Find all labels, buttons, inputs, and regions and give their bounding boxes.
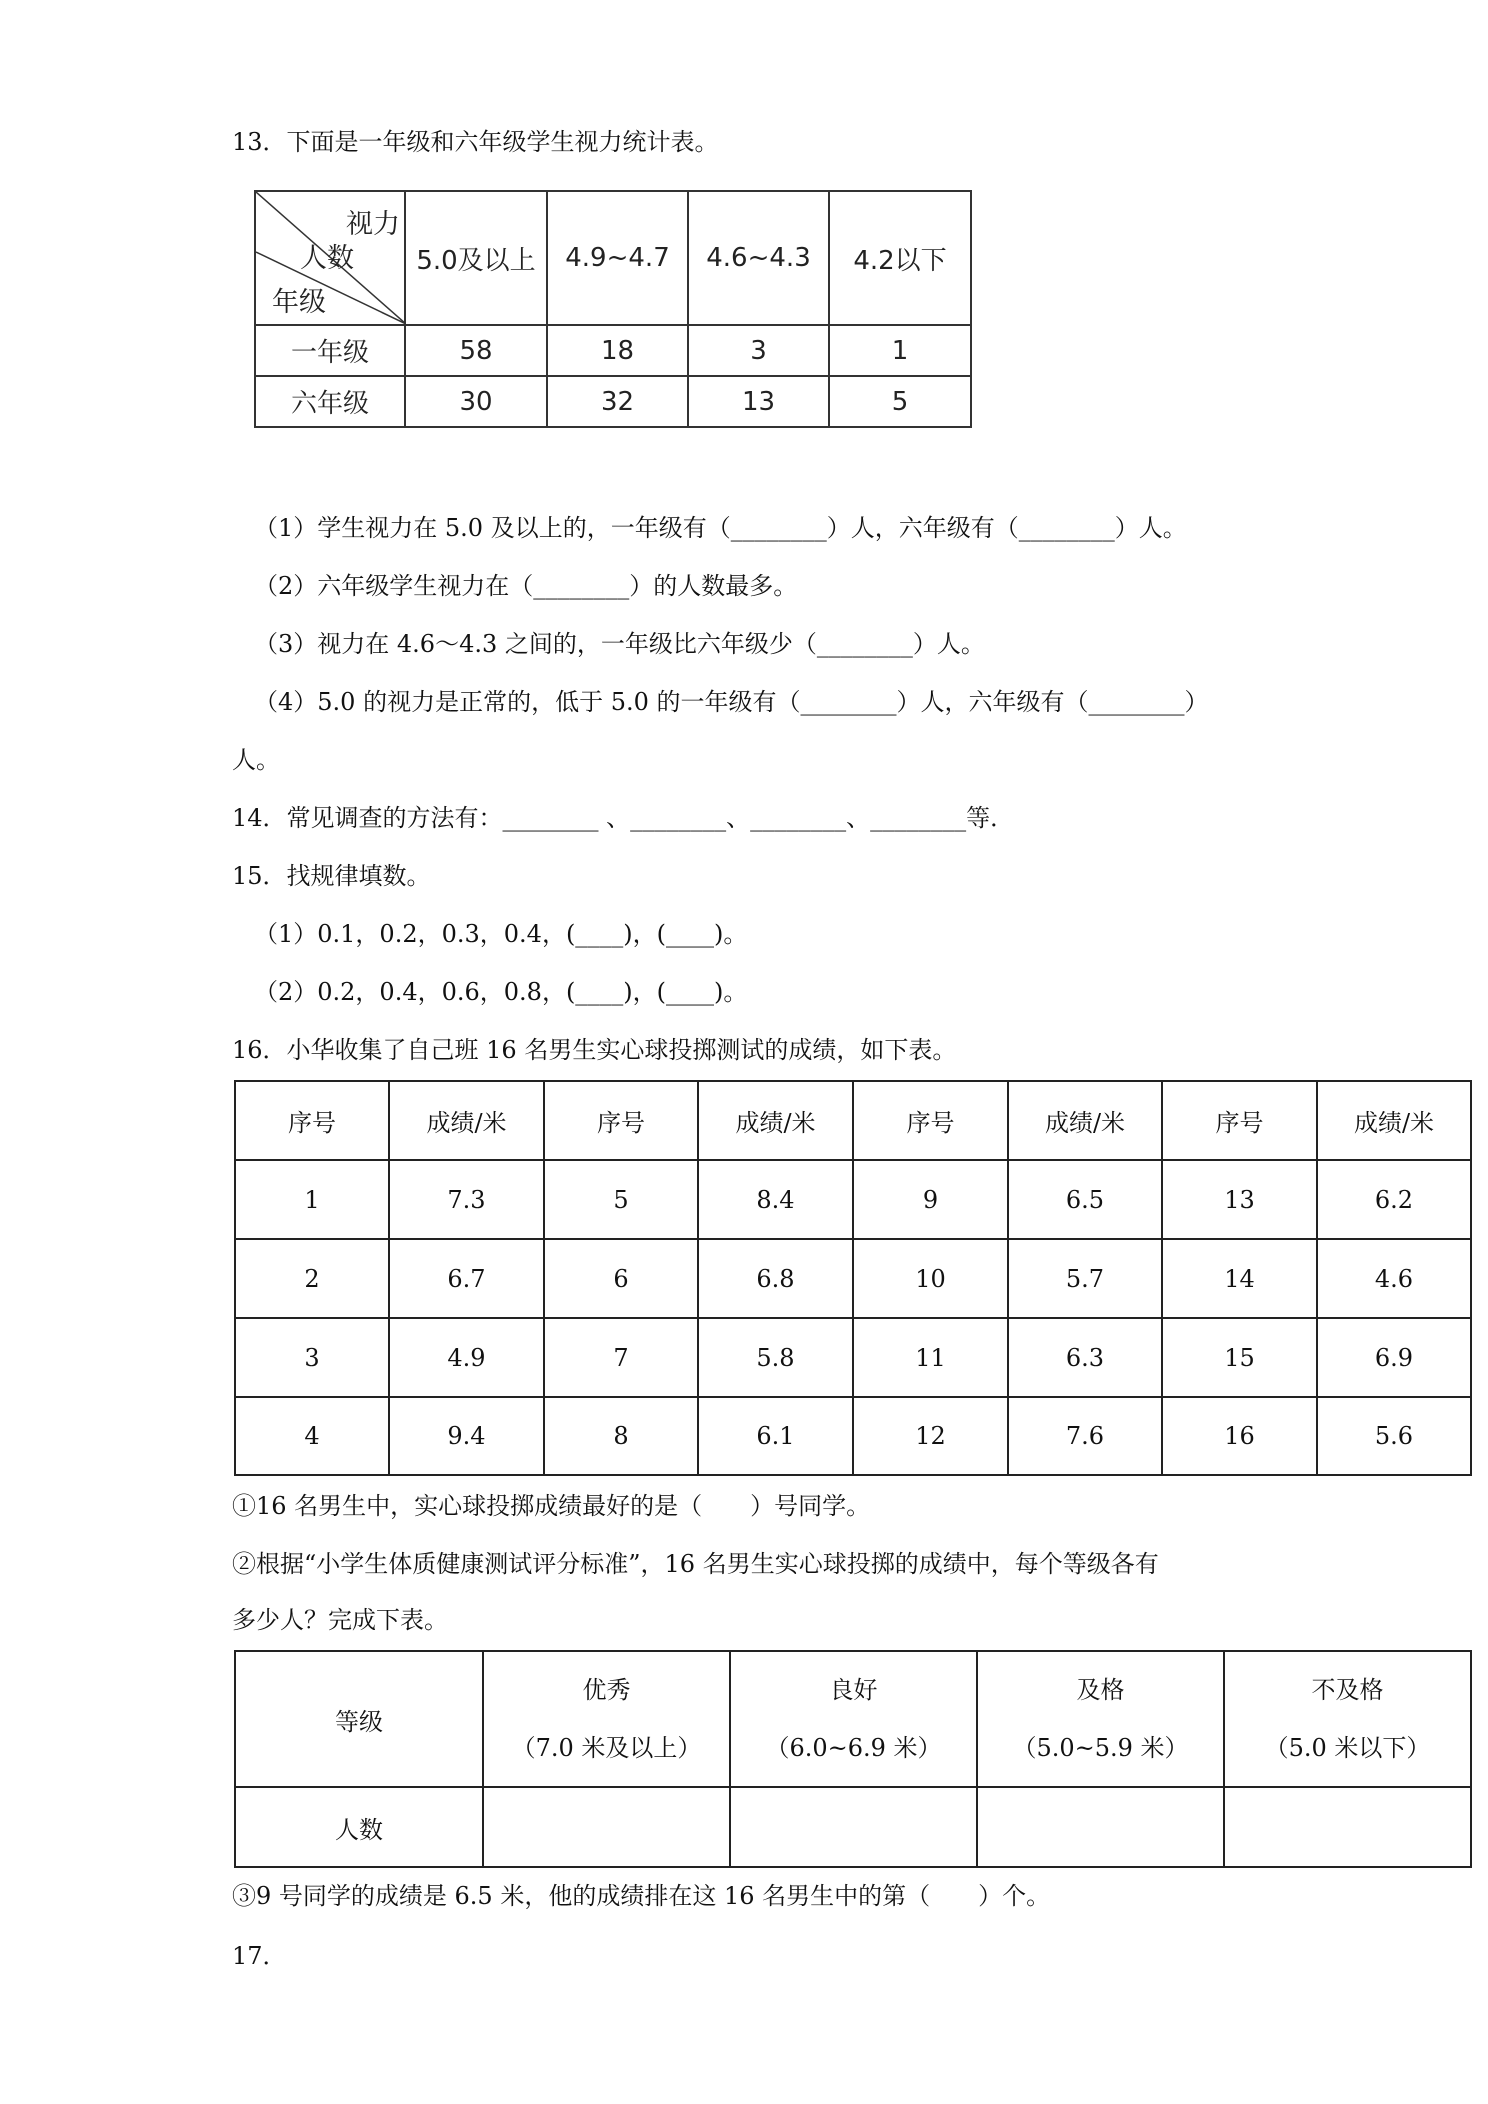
header-cell: 成绩/米 xyxy=(1317,1081,1471,1160)
grade-range: （5.0 米以下） xyxy=(1264,1734,1431,1762)
header-cell: 序号 xyxy=(853,1081,1008,1160)
table-cell: 13 xyxy=(1162,1160,1317,1239)
table-cell: 6.3 xyxy=(1008,1318,1162,1397)
table-cell: 4.6 xyxy=(1317,1239,1471,1318)
table-cell: 7.6 xyxy=(1008,1397,1162,1475)
table-cell: 1 xyxy=(829,325,971,376)
corner-label-count: 人数 xyxy=(300,243,354,274)
corner-label-vision: 视力 xyxy=(346,209,400,240)
table-cell: 11 xyxy=(853,1318,1008,1397)
question-16-sub2-line2: 多少人？完成下表。 xyxy=(232,1606,448,1634)
header-cell: 成绩/米 xyxy=(389,1081,544,1160)
shot-put-scores-table xyxy=(234,1080,1472,1476)
table-cell: 2 xyxy=(235,1239,389,1318)
question-13-title: 13．下面是一年级和六年级学生视力统计表。 xyxy=(232,128,719,156)
table-cell: 1 xyxy=(235,1160,389,1239)
grade-name: 不及格 xyxy=(1311,1676,1384,1704)
question-15-sub2: （2）0.2，0.4，0.6，0.8，(____)，(____)。 xyxy=(254,978,748,1006)
header-cell: 成绩/米 xyxy=(698,1081,853,1160)
table-cell: 5 xyxy=(829,376,971,427)
table-cell: 5.8 xyxy=(698,1318,853,1397)
corner-label-grade: 年级 xyxy=(272,287,326,318)
table-cell: 6.7 xyxy=(389,1239,544,1318)
table-cell: 30 xyxy=(405,376,547,427)
table-cell: 15 xyxy=(1162,1318,1317,1397)
table-cell: 5.7 xyxy=(1008,1239,1162,1318)
table-cell: 6.1 xyxy=(698,1397,853,1475)
table-cell: 10 xyxy=(853,1239,1008,1318)
grade-name: 优秀 xyxy=(582,1676,631,1704)
answer-cell[interactable] xyxy=(977,1787,1224,1867)
question-17: 17． xyxy=(232,1942,287,1970)
header-cell: 5.0及以上 xyxy=(405,191,547,325)
table-cell: 4 xyxy=(235,1397,389,1475)
table-cell: 9.4 xyxy=(389,1397,544,1475)
table-row xyxy=(235,1239,1471,1318)
question-13-sub4-line2: 人。 xyxy=(232,746,280,774)
question-13-sub3: （3）视力在 4.6～4.3 之间的，一年级比六年级少（________）人。 xyxy=(254,630,985,658)
table-cell: 6.9 xyxy=(1317,1318,1471,1397)
grade-range: （5.0~5.9 米） xyxy=(1012,1734,1189,1762)
header-cell: 序号 xyxy=(1162,1081,1317,1160)
header-cell: 4.2以下 xyxy=(829,191,971,325)
grade-name: 良好 xyxy=(829,1676,878,1704)
table-row xyxy=(255,376,971,427)
header-cell: 序号 xyxy=(544,1081,698,1160)
grade-excellent xyxy=(483,1651,730,1787)
table-cell: 58 xyxy=(405,325,547,376)
vision-statistics-table xyxy=(254,190,972,428)
question-13-sub1: （1）学生视力在 5.0 及以上的，一年级有（________）人，六年级有（________）人。 xyxy=(254,514,1187,542)
question-16-sub1: ①16 名男生中，实心球投掷成绩最好的是（ ）号同学。 xyxy=(232,1492,871,1520)
header-cell: 4.9~4.7 xyxy=(547,191,688,325)
grade-row-label: 等级 xyxy=(235,1651,483,1787)
table-cell: 5 xyxy=(544,1160,698,1239)
table-cell: 8.4 xyxy=(698,1160,853,1239)
grade-fail xyxy=(1224,1651,1471,1787)
table-cell: 32 xyxy=(547,376,688,427)
table-cell: 6 xyxy=(544,1239,698,1318)
table-cell: 18 xyxy=(547,325,688,376)
question-13-sub4-line1: （4）5.0 的视力是正常的，低于 5.0 的一年级有（________）人，六年级有（________） xyxy=(254,688,1209,716)
table-row xyxy=(235,1160,1471,1239)
table-cell: 5.6 xyxy=(1317,1397,1471,1475)
question-16-title: 16．小华收集了自己班 16 名男生实心球投掷测试的成绩，如下表。 xyxy=(232,1036,957,1064)
answer-cell[interactable] xyxy=(730,1787,977,1867)
grade-count-table xyxy=(234,1650,1472,1868)
row-label: 六年级 xyxy=(255,376,405,427)
count-row-label: 人数 xyxy=(235,1787,483,1867)
table-cell: 6.8 xyxy=(698,1239,853,1318)
table-cell: 6.2 xyxy=(1317,1160,1471,1239)
question-16-sub2-line1: ②根据“小学生体质健康测试评分标准”，16 名男生实心球投掷的成绩中，每个等级各有 xyxy=(232,1550,1159,1578)
table-cell: 12 xyxy=(853,1397,1008,1475)
grade-good xyxy=(730,1651,977,1787)
grade-range: （7.0 米及以上） xyxy=(511,1734,702,1762)
table-row xyxy=(235,1787,1471,1867)
header-cell: 序号 xyxy=(235,1081,389,1160)
table-row xyxy=(235,1318,1471,1397)
question-13-sub2: （2）六年级学生视力在（________）的人数最多。 xyxy=(254,572,798,600)
table-cell: 7.3 xyxy=(389,1160,544,1239)
table-row xyxy=(235,1397,1471,1475)
table-cell: 16 xyxy=(1162,1397,1317,1475)
table-header-row xyxy=(235,1651,1471,1787)
row-label: 一年级 xyxy=(255,325,405,376)
table-cell: 3 xyxy=(235,1318,389,1397)
table-corner-header xyxy=(255,191,405,325)
grade-pass xyxy=(977,1651,1224,1787)
grade-name: 及格 xyxy=(1076,1676,1125,1704)
question-14: 14．常见调查的方法有：________ 、________、________、________等． xyxy=(232,804,1015,832)
header-cell: 成绩/米 xyxy=(1008,1081,1162,1160)
table-cell: 7 xyxy=(544,1318,698,1397)
table-cell: 3 xyxy=(688,325,829,376)
answer-cell[interactable] xyxy=(483,1787,730,1867)
grade-range: （6.0~6.9 米） xyxy=(765,1734,942,1762)
table-cell: 8 xyxy=(544,1397,698,1475)
question-16-sub3: ③9 号同学的成绩是 6.5 米，他的成绩排在这 16 名男生中的第（ ）个。 xyxy=(232,1882,1051,1910)
table-cell: 9 xyxy=(853,1160,1008,1239)
header-cell: 4.6~4.3 xyxy=(688,191,829,325)
question-15-title: 15．找规律填数。 xyxy=(232,862,431,890)
question-15-sub1: （1）0.1，0.2，0.3，0.4，(____)，(____)。 xyxy=(254,920,748,948)
table-cell: 6.5 xyxy=(1008,1160,1162,1239)
table-cell: 4.9 xyxy=(389,1318,544,1397)
table-cell: 14 xyxy=(1162,1239,1317,1318)
table-cell: 13 xyxy=(688,376,829,427)
answer-cell[interactable] xyxy=(1224,1787,1471,1867)
table-header-row xyxy=(235,1081,1471,1160)
table-row xyxy=(255,325,971,376)
